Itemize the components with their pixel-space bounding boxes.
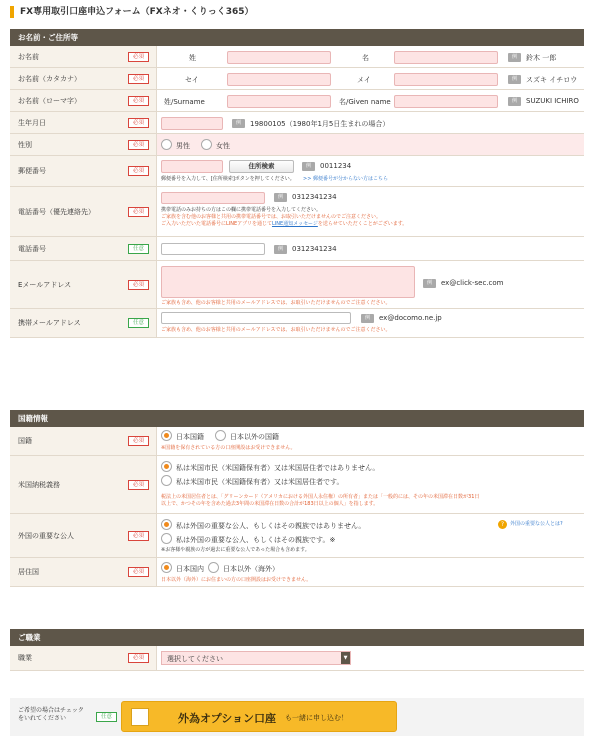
- section-header: 国籍情報: [10, 410, 584, 427]
- option-subtitle: も一緒に申し込む！: [285, 714, 348, 722]
- section-nationality: [10, 410, 584, 587]
- example-text: SUZUKI ICHIRO: [526, 97, 579, 105]
- given-name-roman-input[interactable]: [394, 95, 498, 108]
- row-postal: [10, 156, 584, 187]
- example-badge: 例: [423, 279, 436, 288]
- peps-note: ※お客様や親族の方が過去に重要な公人であった場合も含めます。: [161, 547, 310, 553]
- row-birthdate: [10, 112, 584, 134]
- peps-yes-radio[interactable]: [161, 533, 172, 544]
- mei-kana-label: メイ: [357, 76, 371, 84]
- field-label: 職業: [18, 654, 32, 662]
- mobile-email-warning: ご家族も含め、他のお客様と共用のメールアドレスでは、お取引いただけませんのでご注意ください。: [161, 327, 391, 333]
- postal-code-input[interactable]: [161, 160, 223, 173]
- select-value: 選択してください: [167, 655, 223, 663]
- field-label: 居住国: [18, 568, 39, 576]
- field-label: お名前（ローマ字）: [18, 96, 81, 105]
- example-text: 0312341234: [292, 245, 337, 253]
- row-nationality: [10, 427, 584, 456]
- option-label-line1: ご希望の場合はチェック: [18, 707, 84, 714]
- example-badge: 例: [361, 314, 374, 323]
- field-label: 携帯メールアドレス: [18, 319, 81, 327]
- required-badge: 必須: [128, 52, 149, 62]
- male-label: 男性: [176, 142, 190, 150]
- email-input[interactable]: [161, 266, 415, 298]
- required-badge: 必須: [128, 140, 149, 150]
- field-label: お名前: [18, 52, 39, 61]
- mobile-email-input[interactable]: [161, 312, 351, 324]
- required-badge: 必須: [128, 74, 149, 84]
- option-title: 外為オプション口座: [178, 712, 277, 725]
- sei-kana-label: セイ: [185, 76, 199, 84]
- peps-help-link[interactable]: 外国の重要な公人とは?: [510, 521, 563, 527]
- example-badge: 例: [302, 162, 315, 171]
- example-text: ex@click-sec.com: [441, 279, 504, 287]
- section-header: ご職業: [10, 629, 584, 646]
- required-badge: 必須: [128, 118, 149, 128]
- required-badge: 必須: [128, 653, 149, 663]
- phone-note: 携帯電話のみお持ちの方はこの欄に携帯電話番号を入力してください。: [161, 207, 322, 213]
- optional-badge: 任意: [128, 318, 149, 328]
- required-badge: 必須: [128, 166, 149, 176]
- section-occupation: [10, 629, 584, 671]
- option-label-line2: をいれてください: [18, 715, 67, 722]
- field-label: Eメールアドレス: [18, 280, 72, 289]
- row-occupation: [10, 646, 584, 671]
- postal-help-link[interactable]: >> 郵便番号が分からない方はこちら: [303, 176, 388, 182]
- example-text: 0011234: [320, 162, 352, 170]
- address-search-button[interactable]: 住所検索: [229, 160, 294, 173]
- us-tax-note: 税法上の米国居住者とは、「グリーンカード（アメリカにおける外国人永住権）の所有者」または「一般的には、その年の米国滞在日数が31日: [161, 494, 480, 500]
- example-text: 19800105（1980年1月5日生まれの場合）: [250, 120, 390, 128]
- line-notice-text-end: を送らせていただくことがございます。: [317, 221, 408, 227]
- example-badge: 例: [508, 75, 521, 84]
- chevron-down-icon: ▼: [341, 652, 350, 664]
- us-tax-yes-radio[interactable]: [161, 475, 172, 486]
- residence-overseas-radio[interactable]: [208, 562, 219, 573]
- option-row: [10, 698, 584, 736]
- row-kana: [10, 68, 584, 90]
- nationality-japan-radio[interactable]: [161, 430, 172, 441]
- checkbox[interactable]: [131, 708, 149, 726]
- field-label: 電話番号: [18, 244, 46, 253]
- surname-kana-input[interactable]: [227, 73, 331, 86]
- row-us-tax: [10, 456, 584, 514]
- option-label: 日本以外（海外）: [223, 565, 279, 573]
- given-name-kana-input[interactable]: [394, 73, 498, 86]
- required-badge: 必須: [128, 96, 149, 106]
- primary-phone-input[interactable]: [161, 192, 265, 204]
- surname-roman-input[interactable]: [227, 95, 331, 108]
- option-label: 私は外国の重要な公人、もしくはその親族です。※: [176, 536, 336, 544]
- residence-note: 日本以外（海外）にお住まいの方の口座開設はお受けできません。: [161, 577, 312, 583]
- email-warning: ご家族も含め、他のお客様と共用のメールアドレスでは、お取引いただけませんのでご注意ください。: [161, 300, 391, 306]
- field-label: 性別: [18, 140, 32, 149]
- example-text: スズキ イチロウ: [526, 76, 578, 84]
- occupation-select[interactable]: [161, 651, 351, 665]
- option-label: 私は米国市民（米国籍保有者）又は米国居住者ではありません。: [176, 464, 380, 472]
- required-badge: 必須: [128, 436, 149, 446]
- line-notice-text: ご入力いただいた電話番号にLINEアプリを通じて: [161, 221, 272, 227]
- residence-japan-radio[interactable]: [161, 562, 172, 573]
- row-name: [10, 46, 584, 68]
- option-label: 日本国内: [176, 565, 204, 573]
- example-badge: 例: [508, 97, 521, 106]
- example-badge: 例: [232, 119, 245, 128]
- required-badge: 必須: [128, 567, 149, 577]
- section-name-address: [10, 29, 584, 338]
- gender-male-radio[interactable]: [161, 139, 172, 150]
- example-text: 鈴木 一郎: [526, 54, 557, 62]
- required-badge: 必須: [128, 531, 149, 541]
- mei-label: 名: [362, 54, 369, 62]
- given-name-input[interactable]: [394, 51, 498, 64]
- field-label: 生年月日: [18, 118, 46, 127]
- option-label: 日本国籍: [176, 433, 204, 441]
- us-tax-no-radio[interactable]: [161, 461, 172, 472]
- row-email: [10, 261, 584, 309]
- row-gender: [10, 134, 584, 156]
- row-roman: [10, 90, 584, 112]
- required-badge: 必須: [128, 207, 149, 217]
- row-primary-phone: [10, 187, 584, 237]
- us-tax-note-2: 以上で、かつその年を含めた過去3年間の米国滞在日数の合計が183日以上の個人」を指します。: [161, 501, 379, 507]
- field-label: 郵便番号: [18, 167, 46, 175]
- field-label: 米国納税義務: [18, 480, 60, 489]
- option-label: 私は米国市民（米国籍保有者）又は米国居住者です。: [176, 478, 344, 486]
- section-header: お名前・ご住所等: [10, 29, 584, 46]
- postal-note: 郵便番号を入力して、[住所検索]ボタンを押してください。: [161, 176, 295, 182]
- nationality-note: ※国籍を保有されている方の口座開設はお受けできません。: [161, 445, 296, 451]
- phone-input[interactable]: [161, 243, 265, 255]
- example-badge: 例: [508, 53, 521, 62]
- required-badge: 必須: [128, 280, 149, 290]
- example-badge: 例: [274, 193, 287, 202]
- female-label: 女性: [216, 142, 230, 150]
- page-title: FX専用取引口座申込フォーム（FXネオ・くりっく365）: [10, 6, 254, 18]
- sei-label: 姓: [189, 54, 196, 62]
- fx-option-checkbox-button[interactable]: [121, 701, 397, 732]
- row-mobile-email: [10, 309, 584, 338]
- given-roman-label: 名/Given name: [339, 98, 391, 106]
- row-residence: [10, 558, 584, 587]
- required-badge: 必須: [128, 480, 149, 490]
- birthdate-input[interactable]: [161, 117, 223, 130]
- option-label: 日本以外の国籍: [230, 433, 279, 441]
- field-label: 国籍: [18, 437, 32, 445]
- field-label: 外国の重要な公人: [18, 531, 74, 540]
- help-icon[interactable]: ?: [498, 520, 507, 529]
- phone-warning: ご家族を含む他のお客様と共用の携帯電話番号では、お取引いただけませんのでご注意ください。: [161, 214, 382, 220]
- nationality-other-radio[interactable]: [215, 430, 226, 441]
- example-badge: 例: [274, 245, 287, 254]
- peps-no-radio[interactable]: [161, 519, 172, 530]
- line-notice: [161, 221, 407, 228]
- optional-badge: 任意: [96, 712, 117, 722]
- field-label: 電話番号（優先連絡先）: [18, 207, 95, 216]
- row-peps: [10, 514, 584, 558]
- gender-female-radio[interactable]: [201, 139, 212, 150]
- field-label: お名前（カタカナ）: [18, 74, 81, 83]
- example-text: ex@docomo.ne.jp: [379, 314, 442, 322]
- row-phone: [10, 237, 584, 261]
- option-label: 私は外国の重要な公人、もしくはその親族ではありません。: [176, 522, 366, 530]
- example-text: 0312341234: [292, 193, 337, 201]
- surname-roman-label: 姓/Surname: [164, 98, 205, 106]
- surname-input[interactable]: [227, 51, 331, 64]
- line-message-link[interactable]: LINE通知メッセージ: [271, 221, 318, 227]
- optional-badge: 任意: [128, 244, 149, 254]
